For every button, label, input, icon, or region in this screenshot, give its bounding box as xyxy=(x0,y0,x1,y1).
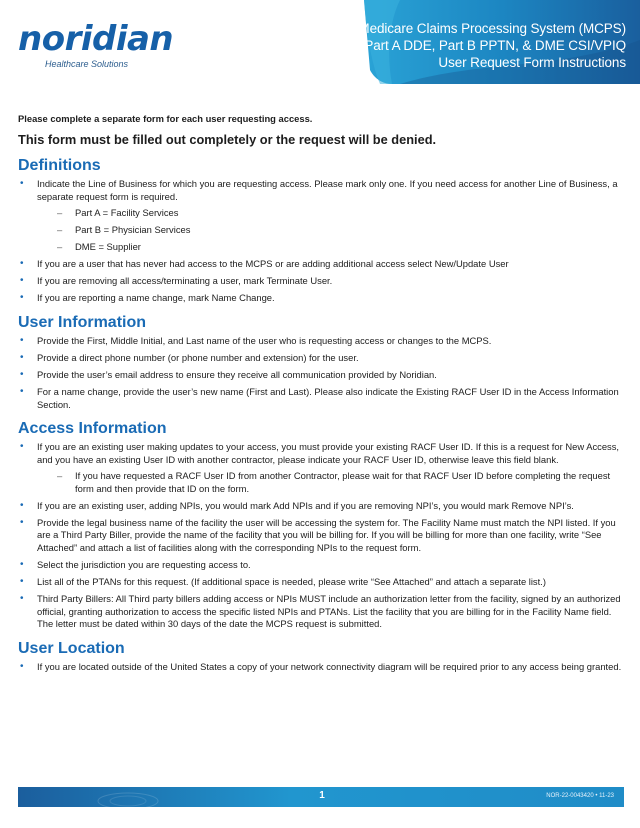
sub-list-item: – If you have requested a RACF User ID from another Contractor, please wait for that RACF User ID before completing the request form and then provide that ID on the form. xyxy=(37,470,624,495)
list-item: • Provide the user’s email address to ensure they receive all communication provided by Noridian. xyxy=(18,369,624,382)
noridian-logo xyxy=(18,19,174,72)
list-item: • Provide the legal business name of the facility the user will be accessing the system for. The Facility Name must match the NPI listed. If you are a Third Party Biller, provide the name of the facility that you will be billing for. If you will be billing for more than one facility, write “See Attached” and attach a list of facilities along with the corresponding NPIs to the request form. xyxy=(18,517,624,555)
page-header xyxy=(0,0,640,84)
list-item: • If you are an existing user, adding NPIs, you would mark Add NPIs and if you are removing NPI’s, you would mark Remove NPI’s. xyxy=(18,500,624,513)
list-item: • For a name change, provide the user’s new name (First and Last). Please also indicate the Existing RACF User ID in the Access Information Section. xyxy=(18,386,624,411)
sub-list-item: – Part B = Physician Services xyxy=(37,224,624,237)
list-item xyxy=(18,441,624,495)
logo-wordmark: noridian xyxy=(18,19,174,59)
bullet-text: Indicate the Line of Business for which you are requesting access. Please mark only one. If you need access for another Line of Business, a separate request form is required. xyxy=(37,178,618,202)
section-title-definitions: Definitions xyxy=(18,157,101,174)
header-title-line-1: Medicare Claims Processing System (MCPS) xyxy=(358,21,626,36)
list-item: • If you are removing all access/terminating a user, mark Terminate User. xyxy=(18,275,624,288)
user-information-list xyxy=(18,335,624,411)
header-title xyxy=(358,20,626,71)
list-item: • List all of the PTANs for this request. (If additional space is needed, please write “See Attached” and attach a separate list.) xyxy=(18,576,624,589)
user-location-list xyxy=(18,661,624,674)
section-title-user-location: User Location xyxy=(18,639,125,657)
page-footer xyxy=(18,787,624,807)
list-item: • Provide the First, Middle Initial, and Last name of the user who is requesting access or changes to the MCPS. xyxy=(18,335,624,348)
sub-list-item: – DME = Supplier xyxy=(37,241,624,254)
section-title-user-information: User Information xyxy=(18,313,147,331)
header-banner xyxy=(340,0,640,84)
list-item xyxy=(18,178,624,254)
header-title-line-2: Part A DDE, Part B PPTN, & DME CSI/VPIQ xyxy=(364,38,626,53)
logo-subtitle: Healthcare Solutions xyxy=(45,59,129,69)
list-item: • If you are a user that has never had access to the MCPS or are adding additional access select New/Update User xyxy=(18,258,624,271)
list-item: • If you are reporting a name change, mark Name Change. xyxy=(18,292,624,305)
line-of-business-list xyxy=(37,207,624,254)
list-item: • Third Party Billers: All Third party billers adding access or NPIs MUST include an authorization letter from the facility, signed by an authorized official, granting authorization to access the specific listed NPIs and PTANs. List the facility that you are billing for in the Facility Name field. The letter must be dated within 30 days of the date the MCPS request is submitted. xyxy=(18,593,624,631)
list-item: • If you are located outside of the United States a copy of your network connectivity diagram will be required prior to any access being granted. xyxy=(18,661,624,674)
access-information-list xyxy=(18,441,624,630)
racf-sub-list xyxy=(37,470,624,495)
document-body xyxy=(18,112,624,678)
list-item: • Select the jurisdiction you are requesting access to. xyxy=(18,559,624,572)
intro-note: Please complete a separate form for each user requesting access. xyxy=(18,113,313,124)
list-item: • Provide a direct phone number (or phone number and extension) for the user. xyxy=(18,352,624,365)
intro-warning: This form must be filled out completely or the request will be denied. xyxy=(18,132,437,147)
section-title-access-information: Access Information xyxy=(18,420,167,438)
header-title-line-3: User Request Form Instructions xyxy=(438,55,626,70)
document-code: NOR-22-0043420 • 11-23 xyxy=(546,793,614,799)
sub-list-item: – Part A = Facility Services xyxy=(37,207,624,220)
page-number: 1 xyxy=(319,790,325,801)
bullet-text: If you are an existing user making updates to your access, you must provide your existing RACF User ID. If this is a request for New Access, and you have an existing User ID with another contractor, please indicate your RACF User ID, otherwise leave this field blank. xyxy=(37,441,620,465)
definitions-list xyxy=(18,178,624,305)
